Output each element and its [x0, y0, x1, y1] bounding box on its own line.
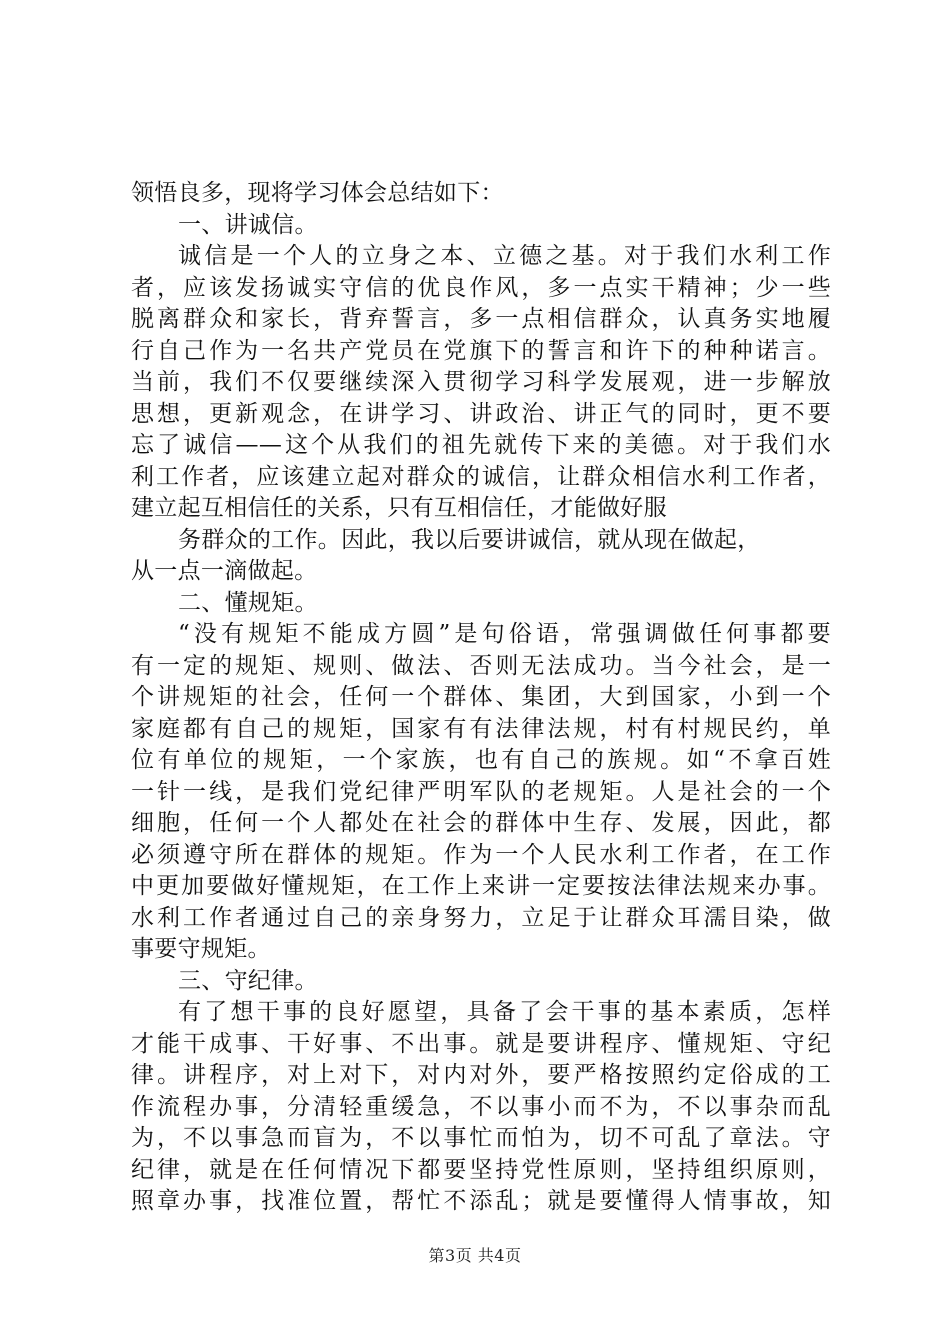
- text-line: 必须遵守所在群体的规矩。作为一个人民水利工作者，在工作: [131, 841, 831, 868]
- text-line: 思想，更新观念，在讲学习、讲政治、讲正气的同时，更不要: [131, 400, 831, 427]
- document-body: [131, 178, 831, 1218]
- text-line: 一、讲诚信。: [178, 211, 318, 238]
- text-line: 领悟良多，现将学习体会总结如下：: [131, 180, 504, 206]
- text-line: 个讲规矩的社会，任何一个群体、集团，大到国家，小到一个: [131, 684, 831, 710]
- text-line: 忘了诚信——这个从我们的祖先就传下来的美德。对于我们水: [131, 432, 831, 458]
- text-line: 利工作者，应该建立起对群众的诚信，让群众相信水利工作者，: [131, 463, 831, 490]
- text-line: 为，不以事急而盲为，不以事忙而怕为，切不可乱了章法。守: [131, 1125, 831, 1151]
- text-line: 才能干成事、干好事、不出事。就是要讲程序、懂规矩、守纪: [131, 1030, 831, 1057]
- text-line: 水利工作者通过自己的亲身努力，立足于让群众耳濡目染，做: [131, 904, 831, 931]
- text-line: 当前，我们不仅要继续深入贯彻学习科学发展观，进一步解放: [131, 369, 831, 395]
- text-line: 一针一线，是我们党纪律严明军队的老规矩。人是社会的一个: [131, 778, 831, 805]
- text-line: 律。讲程序，对上对下，对内对外，要严格按照约定俗成的工: [131, 1062, 831, 1088]
- text-line: 者，应该发扬诚实守信的优良作风，多一点实干精神；少一些: [131, 274, 831, 301]
- text-line: “没有规矩不能成方圆”是句俗语，常强调做任何事都要: [178, 621, 831, 647]
- text-line: 细胞，任何一个人都处在社会的群体中生存、发展，因此，都: [131, 810, 831, 836]
- text-line: 从一点一滴做起。: [131, 558, 318, 584]
- text-line: 中更加要做好懂规矩，在工作上来讲一定要按法律法规来办事。: [131, 873, 831, 899]
- text-line: 三、守纪律。: [178, 967, 318, 994]
- text-line: 二、懂规矩。: [178, 589, 318, 616]
- text-line: 务群众的工作。因此，我以后要讲诚信，就从现在做起，: [178, 526, 761, 553]
- text-line: 作流程办事，分清轻重缓急，不以事小而不为，不以事杂而乱: [131, 1093, 831, 1120]
- text-line: 照章办事，找准位置，帮忙不添乱；就是要懂得人情事故，知: [131, 1188, 831, 1214]
- text-line: 事要守规矩。: [131, 936, 271, 962]
- text-line: 诚信是一个人的立身之本、立德之基。对于我们水利工作: [178, 243, 831, 269]
- text-line: 行自己作为一名共产党员在党旗下的誓言和许下的种种诺言。: [131, 337, 831, 364]
- text-line: 脱离群众和家长，背弃誓言，多一点相信群众，认真务实地履: [131, 306, 831, 332]
- text-line: 有了想干事的良好愿望，具备了会干事的基本素质，怎样: [178, 999, 831, 1025]
- text-line: 纪律，就是在任何情况下都要坚持党性原则，坚持组织原则，: [131, 1156, 831, 1183]
- text-line: 有一定的规矩、规则、做法、否则无法成功。当今社会，是一: [131, 652, 831, 679]
- text-line: 建立起互相信任的关系，只有互相信任，才能做好服: [131, 495, 667, 521]
- text-line: 家庭都有自己的规矩，国家有有法律法规，村有村规民约，单: [131, 715, 831, 742]
- text-line: 位有单位的规矩，一个家族，也有自己的族规。如“不拿百姓: [131, 747, 831, 773]
- page-footer: 第3页 共4页: [428, 1246, 522, 1265]
